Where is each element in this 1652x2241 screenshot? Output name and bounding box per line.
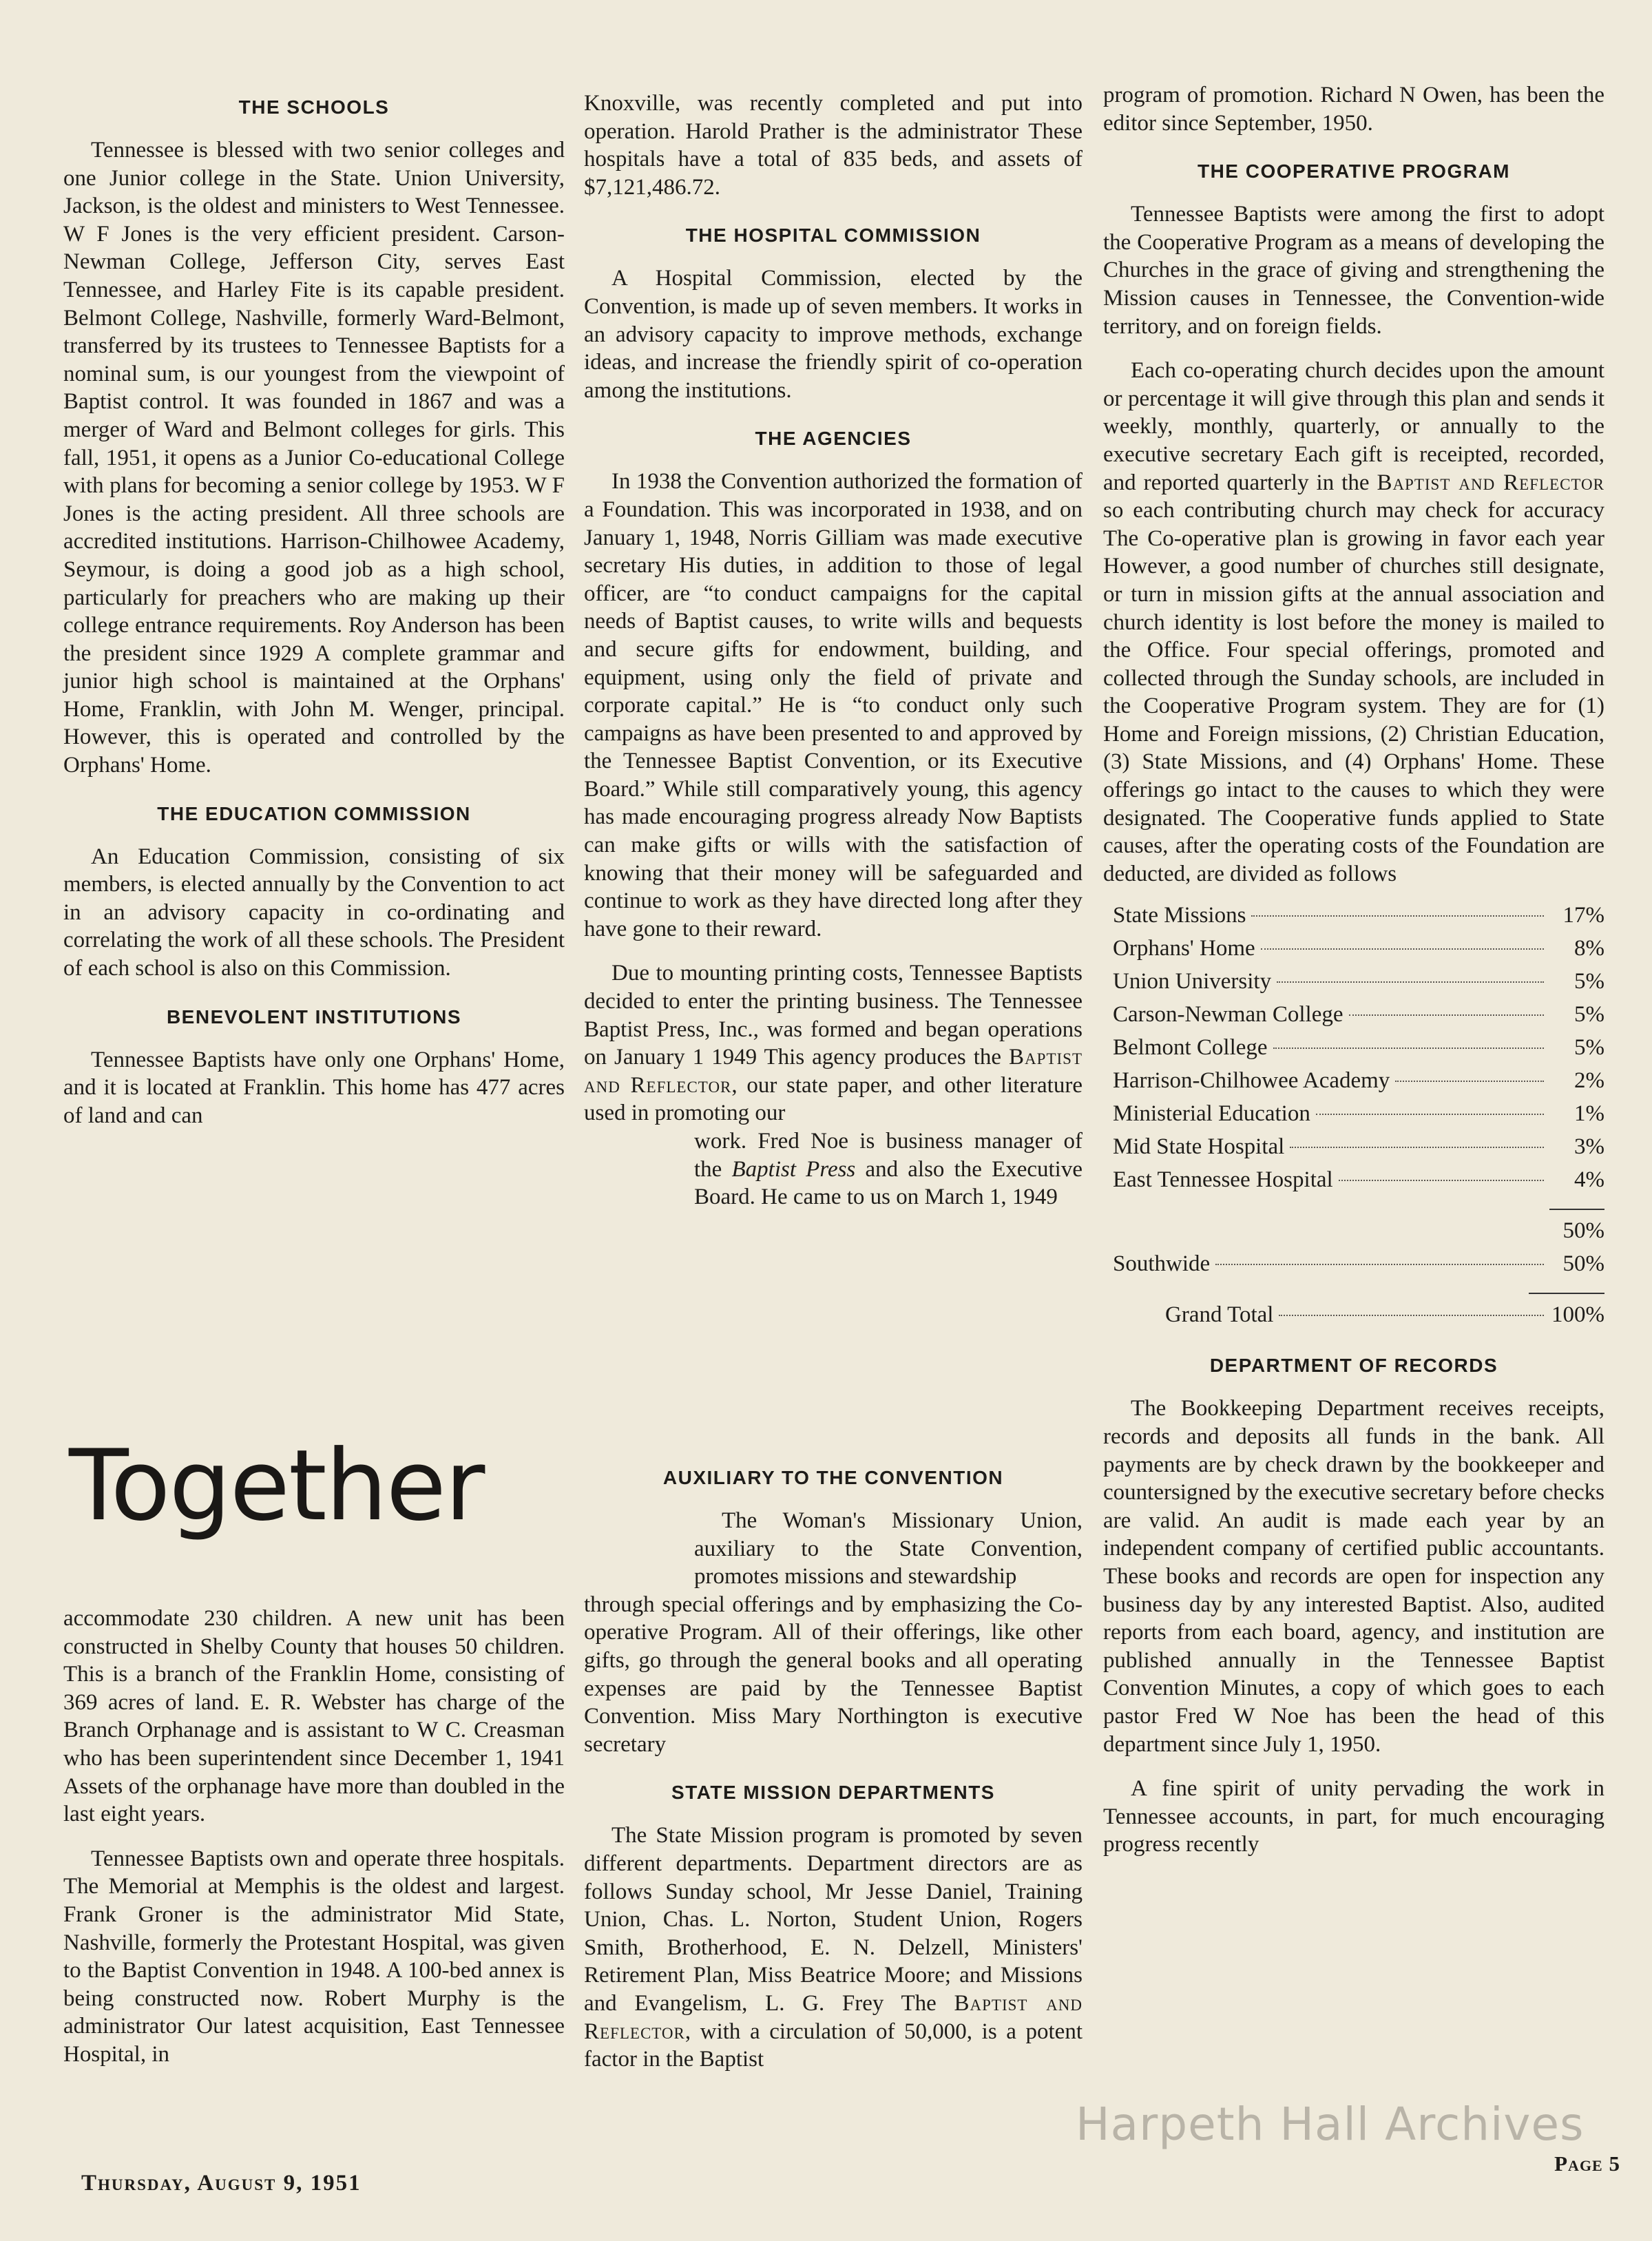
baptist-and-reflector-1: Baptist and Reflector xyxy=(584,1045,1083,1098)
paragraph-promotion: program of promotion. Richard N Owen, has been the editor since September, 1950. xyxy=(1103,83,1604,136)
allocation-row: Orphans' Home 8% xyxy=(1113,936,1604,961)
column-1 xyxy=(63,96,565,1129)
allocation-row: Mid State Hospital 3% xyxy=(1113,1134,1604,1160)
paragraph-hospital-commission: A Hospital Commission, elected by the Convention, is made up of seven members. It works in an advisory capacity to improve methods, exchange ideas, and increase the friendly spirit of co-operation among the institutions. xyxy=(584,266,1083,403)
heading-the-agencies: THE AGENCIES xyxy=(755,428,912,450)
baptist-press-italic: Baptist Press xyxy=(731,1156,856,1182)
allocation-row: Ministerial Education 1% xyxy=(1113,1101,1604,1127)
heading-education-commission: THE EDUCATION COMMISSION xyxy=(157,802,471,824)
grand-total-row: Grand Total 100% xyxy=(1165,1302,1604,1328)
press-text-b: , our state paper, and other literature used in promoting our xyxy=(584,1072,1083,1126)
column-1-lower xyxy=(63,1605,565,2069)
allocation-row: Harrison-Chilhowee Academy 2% xyxy=(1113,1068,1604,1094)
allocation-row: Union University 5% xyxy=(1113,969,1604,994)
paragraph-coop-1: Tennessee Baptists were among the first to adopt the Cooperative Program as a means of developing the Churches in the grace of giving and strengthening the Mission causes in Tennessee, the Convention-wide territory, and on foreign fields. xyxy=(1103,202,1604,339)
together-headline: Together xyxy=(69,1429,484,1543)
press-text-a: Due to mounting printing costs, Tennessee Baptists decided to enter the printing business. The Tennessee Baptist Press, Inc., was formed and began operations on January 1 1949 This agency produces the xyxy=(584,961,1083,1070)
paragraph-coop-2 xyxy=(1103,357,1604,888)
press-text-c: work. Fred Noe is business manager of the xyxy=(694,1129,1083,1182)
allocation-table xyxy=(1103,899,1604,1331)
heading-cooperative-program: THE COOPERATIVE PROGRAM xyxy=(1197,160,1510,183)
paragraph-benevolent: Tennessee Baptists have only one Orphans' Home, and it is located at Franklin. This home has 477 acres of land and can xyxy=(63,1047,565,1128)
baptist-and-reflector-2: Baptist and Reflector xyxy=(584,1990,1083,2044)
paragraph-hospitals: Tennessee Baptists own and operate three hospitals. The Memorial at Memphis is the oldest and largest. Frank Groner is the administrator Mid State, Nashville, formerly the Protestant Hospital, was given to the Baptist Convention in 1948. A 100-bed annex is being constructed now. Robert Murphy is the administrator Our latest acquisition, East Tennessee Hospital, in xyxy=(63,1846,565,2067)
heading-department-of-records: DEPARTMENT OF RECORDS xyxy=(1209,1355,1498,1377)
coop-text-b: so each contributing church may check for accuracy The Co-operative plan is growing in favor each year However, a good number of churches still designate, or turn in mission gifts at the annual association and church identity is lost before the money is mailed to the Office. Four special offerings, promoted and collected through the Sunday schools, are included in the Cooperative Program system. They are for (1) Home and Foreign missions, (2) Christian Education, (3) State Missions, and (4) Orphans' Home. These offerings go intact to the causes to which they were designated. The Cooperative funds applied to State causes, after the operating costs of the Foundation are deducted, are divided as follows xyxy=(1103,498,1604,886)
paragraph-auxiliary-a: The Woman's Missionary Union, auxiliary to the State Convention, promotes missions and stewardship xyxy=(694,1508,1083,1589)
subtotal-row: 50% xyxy=(1562,1218,1604,1244)
allocation-row: East Tennessee Hospital 4% xyxy=(1113,1167,1604,1193)
allocation-row: Carson-Newman College 5% xyxy=(1113,1002,1604,1028)
paragraph-education-commission: An Education Commission, consisting of six members, is elected annually by the Convention to act in an advisory capacity in co-ordinating and correlating the work of all these schools. The President of each school is also on this Commission. xyxy=(63,844,565,981)
paragraph-knoxville: Knoxville, was recently completed and put into operation. Harold Prather is the administrator These hospitals have a total of 835 beds, and assets of $7,121,486.72. xyxy=(584,91,1083,200)
paragraph-state-mission xyxy=(584,1822,1083,2073)
column-3 xyxy=(1103,81,1604,1859)
heading-auxiliary: AUXILIARY TO THE CONVENTION xyxy=(662,1467,1004,1488)
heading-benevolent-institutions: BENEVOLENT INSTITUTIONS xyxy=(166,1005,462,1028)
column-2-lower xyxy=(584,1467,1083,2074)
coop-text-a: Each co-operating church decides upon the amount or percentage it will give through this plan and sends it weekly, monthly, quarterly, or annually to the executive secretary Each gift is receipted, recorded, and reported quarterly in the xyxy=(1103,358,1604,495)
state-text-a: The State Mission program is promoted by seven different departments. Department directors are as follows Sunday school, Mr Jesse Daniel, Training Union, Chas. L. Norton, Student Union, Rogers Smith, Brotherhood, E. N. Delzell, Ministers' Retirement Plan, Miss Beatrice Moore; and Missions and Evangelism, L. G. Frey The xyxy=(584,1823,1083,2016)
allocation-row: Belmont College 5% xyxy=(1113,1035,1604,1061)
paragraph-records: The Bookkeeping Department receives receipts, records and deposits all funds in the bank. All payments are by check drawn by the bookkeeper and countersigned by the executive secretary before checks are valid. An audit is made each year by an independent company of certified public accountants. These books and records are open for inspection any business day by any interested Baptist. Also, audited reports from each board, agency, and institution are published annually in the Tennessee Baptist Convention Minutes, a copy of which goes to each pastor Fred W Noe has been the head of this department since July 1, 1950. xyxy=(1103,1396,1604,1757)
paragraph-schools: Tennessee is blessed with two senior colleges and one Junior college in the State. Union University, Jackson, is the oldest and ministers to West Tennessee. W F Jones is the very efficient president. Carson-Newman College, Jefferson City, serves East Tennessee, and Harley Fite is its capable president. Belmont College, Nashville, formerly Ward-Belmont, transferred by its trustees to Tennessee Baptists for a nominal sum, is our youngest from the viewpoint of Baptist control. It was founded in 1867 and was a merger of Ward and Belmont colleges for girls. This fall, 1951, it opens as a Junior Co-educational College with plans for becoming a senior college by 1953. W F Jones is the acting president. All three schools are accredited institutions. Harrison-Chilhowee Academy, Seymour, is doing a good job as a high school, particularly for preachers who are making up their college entrance requirements. Roy Anderson has been the president since 1929 A complete grammar and junior high school is maintained at the Orphans' Home, Franklin, with John M. Wenger, principal. However, this is operated and controlled by the Orphans' Home. xyxy=(63,138,565,778)
state-text-b: , with a circulation of 50,000, is a potent factor in the Baptist xyxy=(584,2019,1083,2072)
paragraph-press-continued xyxy=(694,1127,1083,1211)
southwide-row: Southwide 50% xyxy=(1113,1251,1604,1277)
paragraph-unity: A fine spirit of unity pervading the work in Tennessee accounts, in part, for much encouraging progress recently xyxy=(1103,1776,1604,1857)
footer-date: Thursday, August 9, 1951 xyxy=(81,2171,362,2196)
paragraph-press xyxy=(584,959,1083,1127)
paragraph-auxiliary-b: through special offerings and by emphasizing the Co-operative Program. All of their offerings, like other gifts, go through the general books and all operating expenses are paid by the Tennessee Baptist Convention. Miss Mary Northington is executive secretary xyxy=(584,1592,1083,1757)
archive-watermark: Harpeth Hall Archives xyxy=(1076,2098,1585,2151)
press-text-d: and also the Executive Board. He came to us on March 1, 1949 xyxy=(694,1156,1083,1210)
page-number: Page 5 xyxy=(1554,2151,1620,2176)
baptist-and-reflector-3: Baptist and Reflector xyxy=(1377,470,1605,495)
paragraph-benevolent-continued: accommodate 230 children. A new unit has been constructed in Shelby County that houses 50 children. This is a branch of the Franklin Home, consisting of 369 acres of land. E. R. Webster has charge of the Branch Orphanage and is assistant to W C. Creasman who has been superintendent since December 1, 1941 Assets of the orphanage have more than doubled in the last eight years. xyxy=(63,1606,565,1827)
column-2 xyxy=(584,90,1083,1211)
heading-state-mission: STATE MISSION DEPARTMENTS xyxy=(671,1782,995,1804)
heading-the-schools: THE SCHOOLS xyxy=(238,96,390,118)
allocation-row: State Missions 17% xyxy=(1113,903,1604,928)
subtotal-rule xyxy=(1549,1209,1604,1210)
paragraph-agencies: In 1938 the Convention authorized the formation of a Foundation. This was incorporated in 1938, and on January 1, 1948, Norris Gilliam was made executive secretary His duties, in addition to those of legal officer, are “to conduct campaigns for the capital needs of Baptist causes, to write wills and bequests and secure gifts for endowment, building, and equipment, using only the field of private and corporate capital.” He is “to conduct only such campaigns as have been presented to and approved by the Tennessee Baptist Convention, or its Executive Board.” While still comparatively young, this agency has made encouraging progress already Now Baptists can make gifts or wills with the satisfaction of knowing that their money will be safeguarded and continue to work as they have directed long after they have gone to their reward. xyxy=(584,469,1083,941)
heading-hospital-commission: THE HOSPITAL COMMISSION xyxy=(685,225,981,247)
total-rule xyxy=(1529,1293,1604,1294)
